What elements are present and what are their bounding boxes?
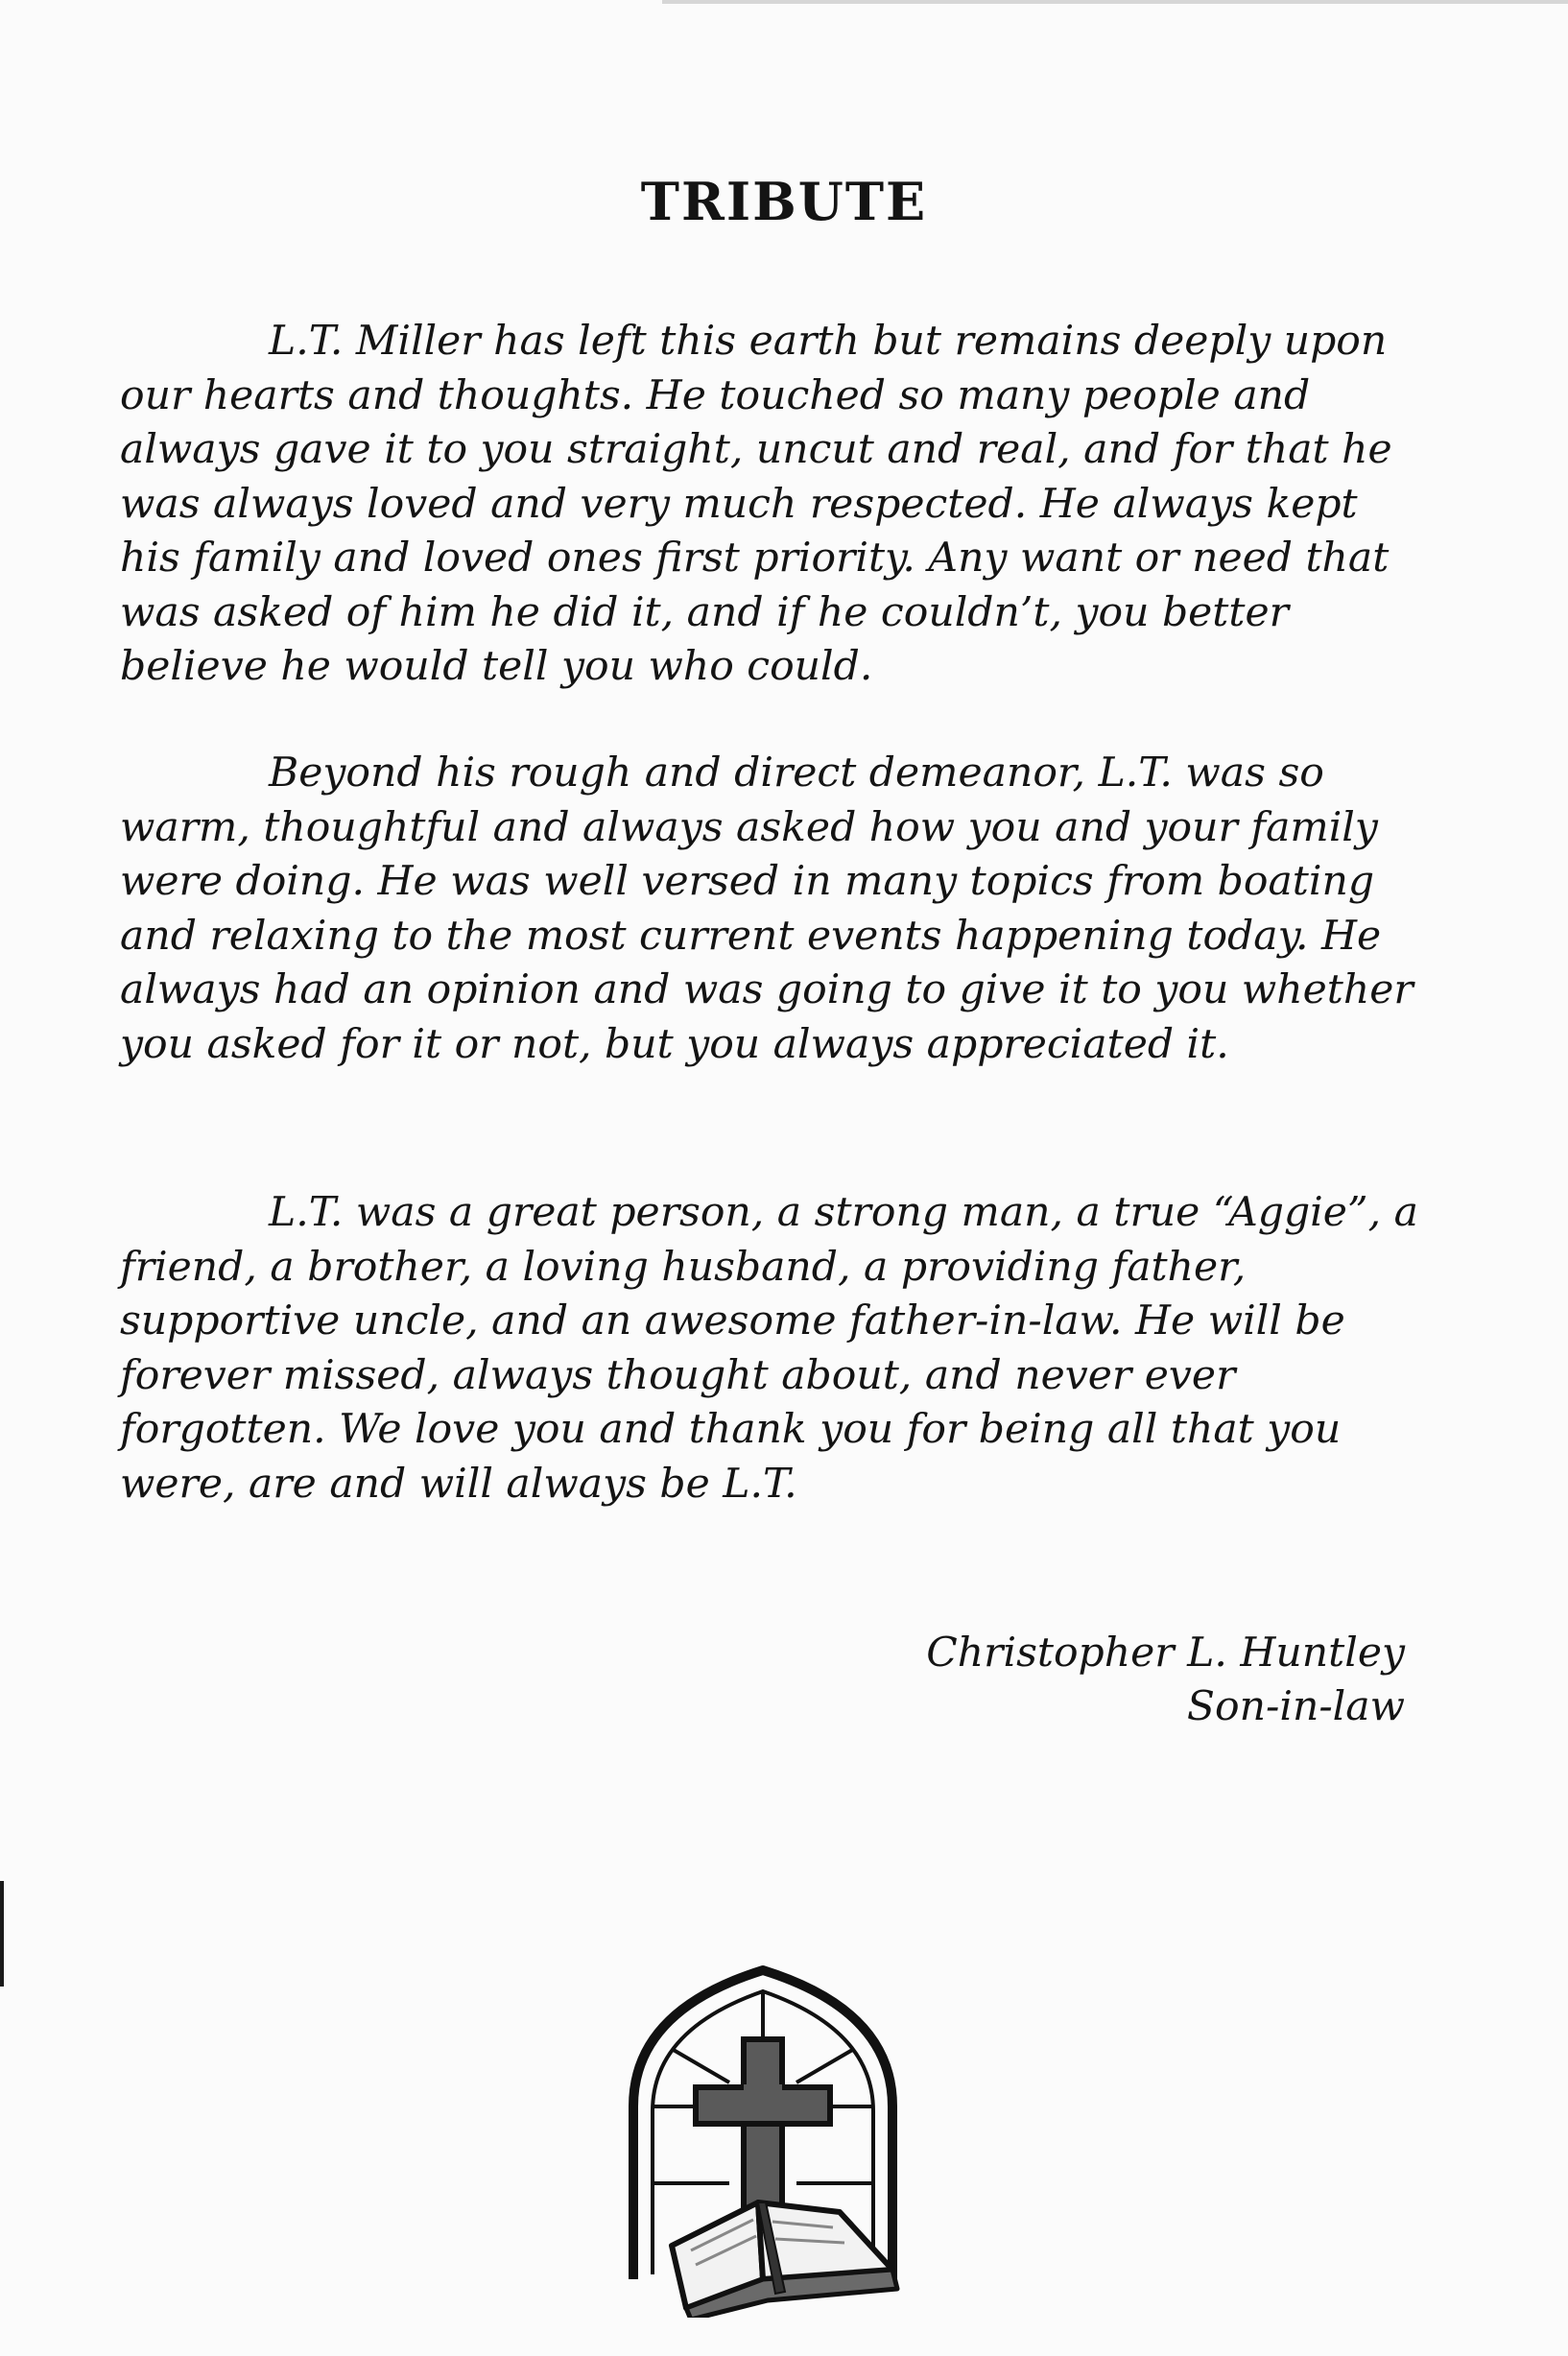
tribute-paragraph-1: L.T. Miller has left this earth but remains deeply upon our hearts and thoughts. He touched so many people and always gave it to you straight, uncut and real, and for that he was always loved and very much respected. He always kept his family and loved ones first priority. Any want or need that was asked of him he did it, and if he couldn’t, you better believe he would tell you who could. [120,318,1392,690]
church-window-bible-icon [614,1963,921,2318]
signature-block [733,1627,1405,1734]
signature-name: Christopher L. Huntley [926,1630,1405,1677]
signature-relation: Son-in-law [1186,1683,1405,1730]
tribute-paragraph-3: L.T. was a great person, a strong man, a true “Aggie”, a friend, a brother, a loving husband, a providing father, supportive uncle, and an awesome father-in-law. He will be forever missed, always thought about, and never ever forgotten. We love you and thank you for being all that you were, are and will always be L.T. [120,1189,1419,1508]
page-title: TRIBUTE [640,171,928,232]
tribute-paragraph-2: Beyond his rough and direct demeanor, L.T. was so warm, thoughtful and always asked how you and your family were doing. He was well versed in many topics from boating and relaxing to the most current events happening today. He always had an opinion and was going to give it to you whether you asked for it or not, but you always appreciated it. [120,750,1414,1068]
